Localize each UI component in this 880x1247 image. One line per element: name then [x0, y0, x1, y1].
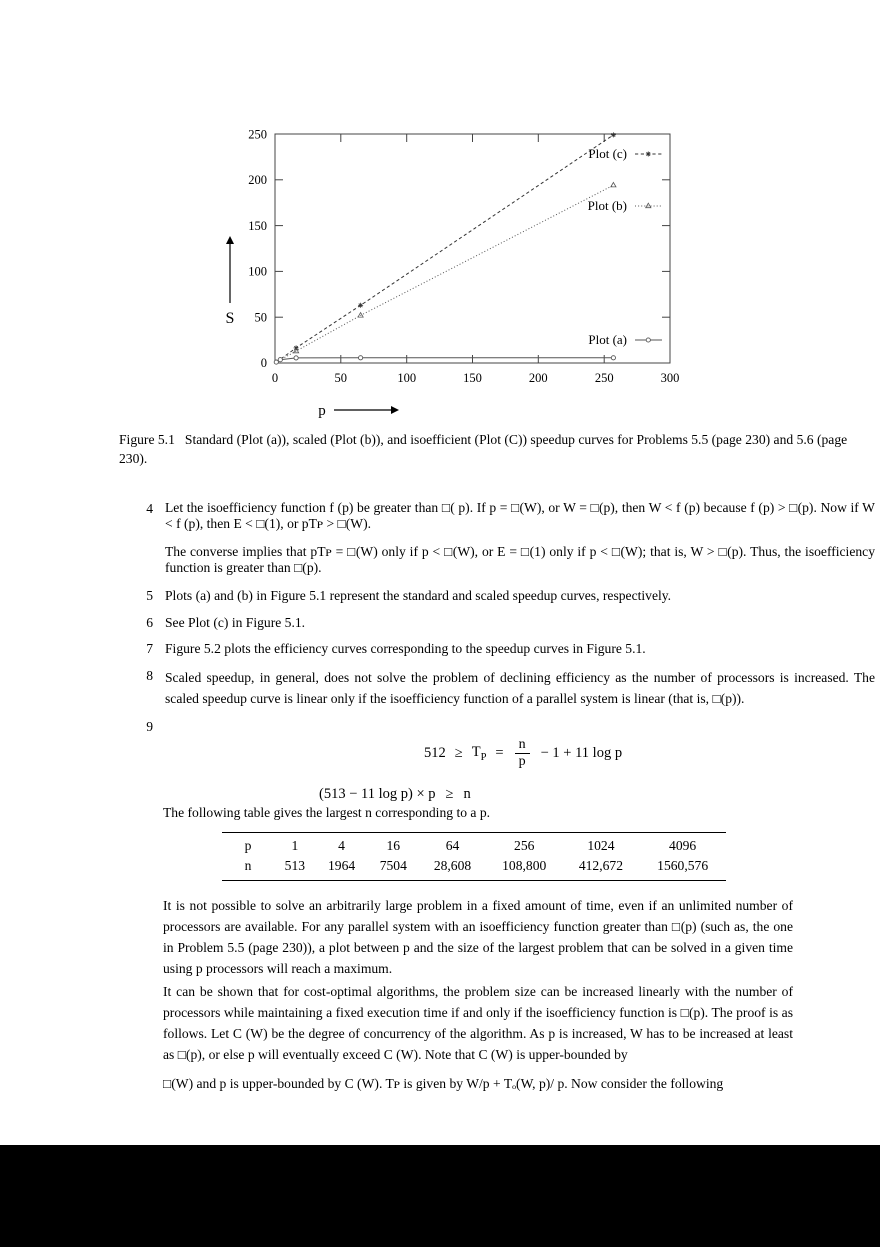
x-tick-250: 250	[594, 371, 614, 385]
y-axis-label-group	[226, 236, 235, 327]
y-tick-50: 50	[254, 310, 267, 325]
series-plot-b	[276, 182, 616, 362]
eq1-equals: =	[495, 745, 504, 761]
figure-caption-label: Figure 5.1	[119, 432, 175, 447]
table-cell: 412,672	[563, 856, 640, 881]
x-tick-50: 50	[334, 371, 348, 385]
legend-entry-plot-c	[588, 146, 662, 161]
paragraph: It is not possible to solve an arbitrarily large problem in a fixed amount of time, even if an unlimited number of processors are available. For any parallel system with an isoefficiency function greater than □(p) (such as, the one in Problem 5.5 (page 230)), a plot between p and the size of the largest problem that can be solved in a given time using p processors will reach a maximum.	[163, 898, 793, 976]
list-item	[119, 667, 875, 709]
equation-line-2	[119, 786, 875, 803]
eq1-numerator: n	[518, 737, 526, 752]
equation-block	[119, 738, 875, 803]
up-arrow-icon	[226, 236, 234, 244]
eq1-fraction	[515, 738, 530, 769]
table-cell: 4	[316, 833, 368, 857]
table-cell: 4096	[639, 833, 726, 857]
paragraph-body: It can be shown that for cost-optimal algorithms, the problem size can be increased linearly with the number of processors while maintaining a fixed execution time if and only if the isoefficiency function is □(p). The proof is as follows. Let C (W) be the degree of concurrency of the algorithm. As p is increased, W has to be increased at least as □(p), or else p will eventually exceed C (W). Note that C (W) is upper-bounded by	[163, 984, 793, 1062]
table-cell: 256	[486, 833, 563, 857]
eq2-rhs: n	[463, 786, 471, 802]
y-tick-250: 250	[248, 127, 267, 142]
eq2-lhs: (513 − 11 log p) × p	[319, 786, 436, 802]
table-intro-text: The following table gives the largest n corresponding to a p.	[163, 805, 491, 820]
x-tick-150: 150	[463, 371, 482, 385]
x-axis-title: p	[318, 403, 326, 419]
eq1-relation: ≥	[454, 745, 463, 761]
figure-caption-text: Standard (Plot (a)), scaled (Plot (b)), and isoefficient (Plot (C)) speedup curves for Problems 5.5 (page 230) and 5.6 (page 230).	[119, 432, 848, 466]
table-cell: 1964	[316, 856, 368, 881]
list-item-number: 4	[146, 501, 153, 516]
trailing-paragraphs	[163, 895, 793, 1094]
eq1-denominator: p	[518, 754, 526, 769]
figure-caption	[119, 430, 875, 468]
answers-list	[119, 500, 875, 734]
y-tick-150: 150	[248, 218, 267, 233]
table-cell: 1024	[563, 833, 640, 857]
eq1-term: $T_P$	[471, 744, 487, 763]
figure-5-1	[0, 118, 880, 428]
legend-label-plot-c: Plot (c)	[588, 146, 627, 161]
list-item-number: 9	[146, 718, 153, 734]
y-tick-100: 100	[248, 264, 267, 279]
legend-entry-plot-b	[588, 198, 662, 213]
list-item-text: The converse implies that pTᴘ = □(W) only if p < □(W), or E = □(1) only if p < □(W); that is, W > □(p). Thus, the isoefficiency function is greater than □(p).	[165, 544, 875, 575]
list-item	[119, 640, 875, 658]
chart-axes-frame	[275, 134, 670, 363]
right-arrow-icon	[391, 406, 399, 414]
table-cell: 1560,576	[639, 856, 726, 881]
y-tick-0: 0	[260, 356, 267, 370]
equation-line-1	[119, 738, 875, 782]
x-tick-300: 300	[660, 371, 680, 385]
list-item-number: 5	[146, 588, 153, 603]
legend-entry-plot-a	[588, 332, 662, 347]
table-cell: 7504	[367, 856, 419, 881]
table-cell: 64	[419, 833, 486, 857]
list-item-text: Figure 5.2 plots the efficiency curves corresponding to the speedup curves in Figure 5.1.	[165, 641, 646, 657]
legend-label-plot-b: Plot (b)	[587, 198, 627, 213]
table-cell: 513	[274, 856, 316, 881]
list-item-text: Scaled speedup, in general, does not solve the problem of declining efficiency as the number of processors is increased. The scaled speedup curve is linear only if the isoefficiency function of a parallel system is linear (that is, □(p)).	[165, 669, 875, 706]
list-item	[119, 614, 875, 632]
table-cell: 16	[367, 833, 419, 857]
y-axis-title: S	[225, 310, 235, 327]
y-tick-200: 200	[248, 173, 267, 188]
speedup-chart	[215, 118, 695, 428]
table-cell: 108,800	[486, 856, 563, 881]
list-item-number: 8	[146, 667, 153, 683]
eq1-rhs: − 1 + 11 log p	[540, 745, 623, 761]
list-item	[119, 587, 875, 605]
eq1-lhs: 512	[424, 745, 446, 761]
list-item	[119, 500, 875, 576]
legend-label-plot-a: Plot (a)	[588, 332, 627, 347]
row-label-n: n	[222, 856, 274, 881]
table-row	[222, 833, 726, 857]
series-plot-c	[276, 132, 616, 362]
list-item-text: Plots (a) and (b) in Figure 5.1 represent the standard and scaled speedup curves, respectively.	[165, 588, 672, 603]
page-bottom-black-bar	[0, 1145, 880, 1247]
table-cell: 28,608	[419, 856, 486, 881]
x-tick-200: 200	[528, 371, 548, 385]
largest-n-table	[222, 832, 726, 881]
table-cell: 1	[274, 833, 316, 857]
x-tick-0: 0	[271, 371, 279, 385]
paragraph	[163, 981, 793, 1094]
row-label-p: p	[222, 833, 274, 857]
list-item-text: Let the isoefficiency function f (p) be greater than □( p). If p = □(W), or W = □(p), then W < f (p) because f (p) > □(p). Now if W < f (p), then E < □(1), or pTᴘ > □(W).	[165, 500, 875, 531]
list-item-text: See Plot (c) in Figure 5.1.	[165, 614, 306, 630]
x-axis-label-group	[318, 403, 399, 419]
paragraph-last-line: □(W) and p is upper-bounded by C (W). Tᴘ is given by W/p + Tₒ(W, p)/ p. Now consider the following	[163, 1076, 724, 1091]
x-axis-ticks	[272, 134, 680, 385]
eq2-relation: ≥	[445, 786, 454, 802]
table-row	[222, 856, 726, 881]
list-item-number: 6	[146, 614, 153, 630]
list-item-number: 7	[146, 641, 153, 657]
x-tick-100: 100	[397, 371, 417, 385]
